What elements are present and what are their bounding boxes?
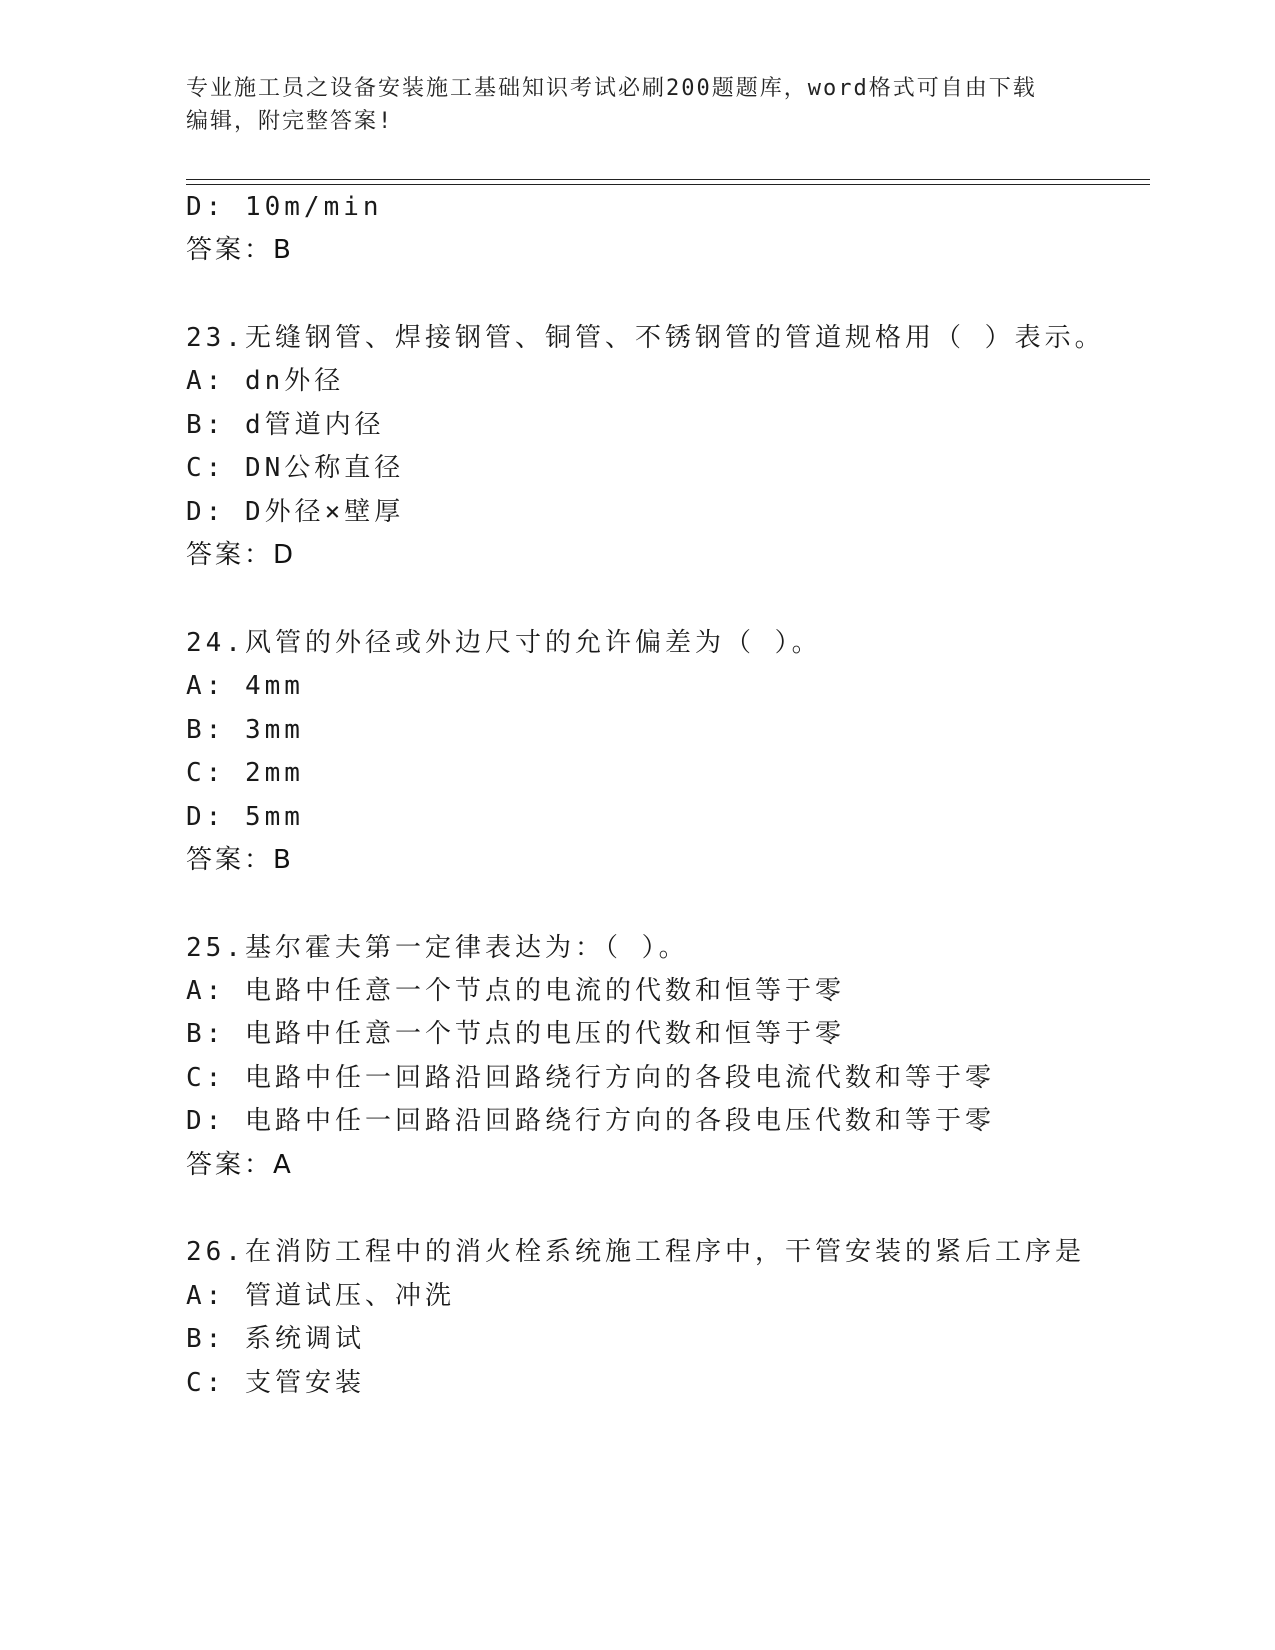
- q23-option-b: B: d管道内径: [186, 410, 385, 440]
- q24-option-d: D: 5mm: [186, 802, 304, 832]
- q26-stem: 26.在消防工程中的消火栓系统施工程序中，干管安装的紧后工序是: [186, 1237, 1085, 1267]
- q26-option-c: C: 支管安装: [186, 1368, 365, 1398]
- q24-option-c: C: 2mm: [186, 758, 304, 788]
- q25-stem: 25.基尔霍夫第一定律表达为：（ ）。: [186, 933, 689, 963]
- q22-answer: 答案：B: [186, 235, 294, 265]
- q23-stem: 23.无缝钢管、焊接钢管、铜管、不锈钢管的管道规格用（ ）表示。: [186, 323, 1105, 353]
- q24-option-a: A: 4mm: [186, 671, 304, 701]
- q25-option-a: A: 电路中任意一个节点的电流的代数和恒等于零: [186, 976, 845, 1006]
- header-divider-top: [186, 179, 1150, 180]
- q24-stem: 24.风管的外径或外边尺寸的允许偏差为（ ）。: [186, 628, 822, 658]
- q24-option-b: B: 3mm: [186, 715, 304, 745]
- q26-option-b: B: 系统调试: [186, 1324, 365, 1354]
- header-title-line-2: 编辑，附完整答案!: [186, 109, 394, 134]
- q25-option-d: D: 电路中任一回路沿回路绕行方向的各段电压代数和等于零: [186, 1106, 995, 1136]
- q23-answer: 答案：D: [186, 540, 297, 570]
- q22-option-d: D: 10m/min: [186, 192, 383, 222]
- document-header: [186, 72, 1066, 138]
- q25-answer: 答案：A: [186, 1150, 294, 1180]
- q23-option-c: C: DN公称直径: [186, 453, 405, 483]
- header-divider-bottom: [186, 184, 1150, 185]
- q26-option-a: A: 管道试压、冲洗: [186, 1281, 455, 1311]
- q25-option-b: B: 电路中任意一个节点的电压的代数和恒等于零: [186, 1019, 845, 1049]
- header-title-line-1: 专业施工员之设备安装施工基础知识考试必刷200题题库，word格式可自由下载: [186, 76, 1037, 101]
- q23-option-a: A: dn外径: [186, 366, 345, 396]
- q24-answer: 答案：B: [186, 845, 294, 875]
- q25-option-c: C: 电路中任一回路沿回路绕行方向的各段电流代数和等于零: [186, 1063, 995, 1093]
- q23-option-d: D: D外径×壁厚: [186, 497, 405, 527]
